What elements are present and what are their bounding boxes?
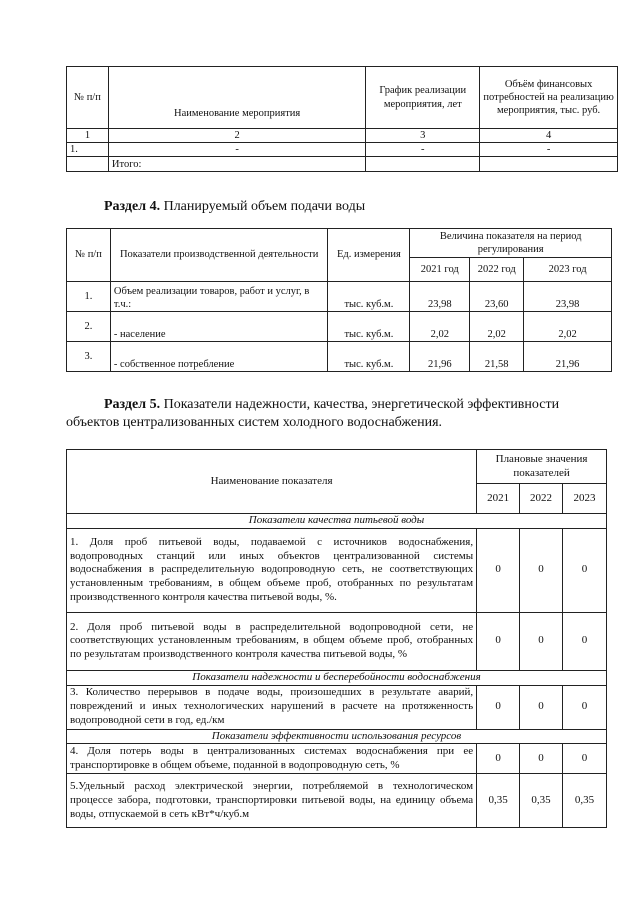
indicator-text: 3. Количество перерывов в подаче воды, произошедших в результате аварий, повреждений и иных технологических нарушений в расчете на протяженность водопроводной сети в год, ед./км [67, 685, 477, 729]
row-unit: тыс. куб.м. [328, 342, 410, 372]
table-row [67, 685, 607, 729]
year-2021: 2021 [477, 484, 520, 514]
section-title: Планируемый объем подачи воды [163, 199, 366, 214]
cell: - [480, 143, 618, 157]
table-header-row [67, 450, 607, 484]
col-number: 1 [67, 129, 109, 143]
header-indicator-name: Наименование показателя [67, 450, 477, 514]
section-4-title [104, 198, 365, 216]
table-row [67, 342, 612, 372]
header-indicator: Показатели производственной деятельности [110, 229, 328, 282]
indicator-text: 2. Доля проб питьевой воды в распределительной водопроводной сети, не соответствующих установленным требованиям, в общем объеме проб, отобранных по результатам производственного контроля качества питьевой воды, % [67, 612, 477, 670]
total-row [67, 157, 618, 172]
cell [67, 157, 109, 172]
value-2023: 0 [563, 744, 607, 774]
header-planned-values: Плановые значения показателей [477, 450, 607, 484]
row-unit: тыс. куб.м. [328, 312, 410, 342]
group-title-efficiency: Показатели эффективности использования ресурсов [67, 729, 607, 744]
table-row [67, 612, 607, 670]
value-2023: 0 [563, 685, 607, 729]
value-2021: 2,02 [410, 312, 470, 342]
value-2023: 23,98 [524, 282, 612, 312]
value-2023: 0,35 [563, 774, 607, 828]
row-name: - население [110, 312, 328, 342]
cell: - [108, 143, 365, 157]
header-period: Величина показателя на период регулирования [410, 229, 612, 258]
header-measure-name: Наименование мероприятия [108, 67, 365, 129]
value-2023: 0 [563, 612, 607, 670]
section-number: Раздел 5. [104, 397, 161, 412]
column-number-row [67, 129, 618, 143]
value-2022: 2,02 [470, 312, 524, 342]
table-row [67, 282, 612, 312]
indicator-text: 1. Доля проб питьевой воды, подаваемой с источников водоснабжения, водопроводных станций или иных объектов централизованной системы водоснабжения в распределительную водопроводную сеть, не соответствующих установленным требованиям, в общем объеме проб, отобранных по результатам производственного контроля качества питьевой воды, %. [67, 528, 477, 612]
group-title-reliability: Показатели надежности и бесперебойности водоснабжения [67, 670, 607, 685]
value-2021: 0 [477, 528, 520, 612]
value-2022: 23,60 [470, 282, 524, 312]
water-supply-volume-table [66, 228, 612, 372]
total-label: Итого: [108, 157, 365, 172]
row-num: 3. [67, 342, 111, 372]
col-number: 4 [480, 129, 618, 143]
header-num: № п/п [67, 67, 109, 129]
row-name: - собственное потребление [110, 342, 328, 372]
year-2022: 2022 [520, 484, 563, 514]
value-2021: 0 [477, 744, 520, 774]
value-2022: 0 [520, 685, 563, 729]
table-row [67, 143, 618, 157]
value-2021: 21,96 [410, 342, 470, 372]
value-2022: 0,35 [520, 774, 563, 828]
section-5-title [66, 396, 612, 432]
year-2023: 2023 [563, 484, 607, 514]
group-row [67, 670, 607, 685]
year-2023: 2023 год [524, 258, 612, 282]
value-2023: 2,02 [524, 312, 612, 342]
row-num: 1. [67, 282, 111, 312]
value-2021: 0 [477, 685, 520, 729]
cell [480, 157, 618, 172]
table-header-row [67, 229, 612, 258]
row-name: Объем реализации товаров, работ и услуг, в т.ч.: [110, 282, 328, 312]
section-title: Показатели надежности, качества, энергетической эффективности объектов централизованных систем холодного водоснабжения. [66, 397, 560, 431]
table-row [67, 744, 607, 774]
header-unit: Ед. измерения [328, 229, 410, 282]
indicator-text: 4. Доля потерь воды в централизованных системах водоснабжения при ее транспортировке в общем объеме, поданной в водопроводную сеть, % [67, 744, 477, 774]
header-financing: Объём финансовых потребностей на реализацию мероприятия, тыс. руб. [480, 67, 618, 129]
value-2023: 21,96 [524, 342, 612, 372]
header-num: № п/п [67, 229, 111, 282]
group-row [67, 514, 607, 529]
section-number: Раздел 4. [104, 199, 161, 214]
year-2022: 2022 год [470, 258, 524, 282]
col-number: 3 [366, 129, 480, 143]
value-2022: 0 [520, 612, 563, 670]
header-schedule: График реализации мероприятия, лет [366, 67, 480, 129]
group-row [67, 729, 607, 744]
value-2022: 21,58 [470, 342, 524, 372]
value-2021: 0,35 [477, 774, 520, 828]
table-row [67, 774, 607, 828]
year-2021: 2021 год [410, 258, 470, 282]
row-num: 2. [67, 312, 111, 342]
value-2021: 23,98 [410, 282, 470, 312]
col-number: 2 [108, 129, 365, 143]
row-num: 1. [67, 143, 109, 157]
value-2021: 0 [477, 612, 520, 670]
indicators-table [66, 449, 607, 828]
table-row [67, 312, 612, 342]
indicator-text: 5.Удельный расход электрической энергии, потребляемой в технологическом процессе забора, подготовки, транспортировки питьевой воды, на единицу объема воды, отпускаемой в сеть кВт*ч/куб.м [67, 774, 477, 828]
row-unit: тыс. куб.м. [328, 282, 410, 312]
table-header-row [67, 67, 618, 129]
measures-table [66, 66, 618, 172]
cell [366, 157, 480, 172]
cell: - [366, 143, 480, 157]
value-2022: 0 [520, 528, 563, 612]
group-title-quality: Показатели качества питьевой воды [67, 514, 607, 529]
value-2022: 0 [520, 744, 563, 774]
table-row [67, 528, 607, 612]
value-2023: 0 [563, 528, 607, 612]
